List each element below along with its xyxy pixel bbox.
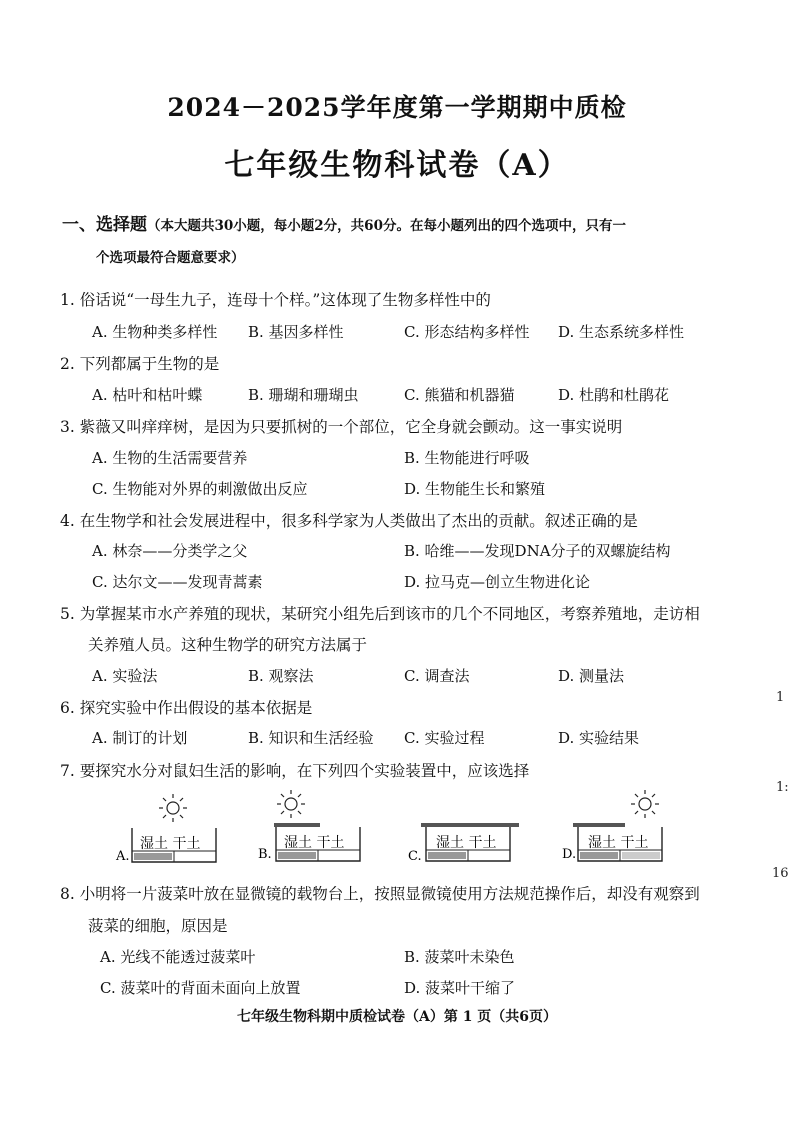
q7-figure-b <box>258 790 360 862</box>
question-7-stem: 7. 要探究水分对鼠妇生活的影响，在下列四个实验装置中，应该选择 <box>60 762 530 780</box>
q7-figure-c-label: C. <box>408 849 422 864</box>
q7-figure-d-label: D. <box>562 847 577 862</box>
section-title: 一、选择题 <box>62 215 147 235</box>
q5-option-d: D. 测量法 <box>558 667 625 685</box>
q5-option-a: A. 实验法 <box>92 667 158 685</box>
q7-figure-d <box>562 790 662 862</box>
q2-option-d: D. 杜鹃和杜鹃花 <box>558 386 670 404</box>
q7-figure-d-soil: 湿土 干土 <box>588 835 649 851</box>
sun-icon <box>277 790 305 818</box>
section-note-line2: 个选项最符合题意要求） <box>96 250 245 266</box>
q1-option-c: C. 形态结构多样性 <box>404 323 530 341</box>
q1-option-d: D. 生态系统多样性 <box>558 323 685 341</box>
section-note-line1: （本大题共30小题，每小题2分，共60分。在每小题列出的四个选项中，只有一 <box>147 218 626 234</box>
q1-option-a: A. 生物种类多样性 <box>92 323 218 341</box>
question-4-stem: 4. 在生物学和社会发展进程中，很多科学家为人类做出了杰出的贡献。叙述正确的是 <box>60 512 638 530</box>
section-heading <box>62 210 722 241</box>
edge-mark-1: 1 <box>776 690 785 705</box>
q2-option-c: C. 熊猫和机器猫 <box>404 386 515 404</box>
q7-figure-b-label: B. <box>258 847 272 862</box>
q3-option-d: D. 生物能生长和繁殖 <box>404 480 546 498</box>
q4-option-b: B. 哈维——发现DNA分子的双螺旋结构 <box>404 542 671 560</box>
exam-title: 2024－2025学年度第一学期期中质检 <box>167 93 627 122</box>
q8-option-b: B. 菠菜叶未染色 <box>404 948 515 966</box>
question-8-stem: 8. 小明将一片菠菜叶放在显微镜的载物台上，按照显微镜使用方法规范操作后，却没有观察到 <box>60 885 700 903</box>
q5-option-c: C. 调查法 <box>404 667 470 685</box>
q6-option-c: C. 实验过程 <box>404 729 485 747</box>
q6-option-b: B. 知识和生活经验 <box>248 729 374 747</box>
exam-subtitle: 七年级生物科试卷（A） <box>224 148 570 183</box>
q7-figure-b-soil: 湿土 干土 <box>284 835 345 851</box>
q4-option-a: A. 林奈——分类学之父 <box>92 542 248 560</box>
question-5-stem-cont: 关养殖人员。这种生物学的研究方法属于 <box>88 636 368 654</box>
q7-apparatus-figures <box>0 788 794 868</box>
q7-figure-c <box>408 823 519 864</box>
q3-option-a: A. 生物的生活需要营养 <box>92 449 248 467</box>
q5-option-b: B. 观察法 <box>248 667 314 685</box>
q2-option-b: B. 珊瑚和珊瑚虫 <box>248 386 359 404</box>
q8-option-c: C. 菠菜叶的背面未面向上放置 <box>100 979 301 997</box>
page-footer: 七年级生物科期中质检试卷（A）第 1 页（共6页） <box>236 1009 558 1025</box>
sun-icon <box>159 794 187 822</box>
sun-icon <box>631 790 659 818</box>
q6-option-d: D. 实验结果 <box>558 729 640 747</box>
q6-option-a: A. 制订的计划 <box>92 729 188 747</box>
q8-option-a: A. 光线不能透过菠菜叶 <box>100 948 256 966</box>
question-2-stem: 2. 下列都属于生物的是 <box>60 355 220 373</box>
question-1-stem: 1. 俗话说“一母生九子，连母十个样。”这体现了生物多样性中的 <box>60 291 491 309</box>
q4-option-d: D. 拉马克—创立生物进化论 <box>404 573 591 591</box>
q2-option-a: A. 枯叶和枯叶蝶 <box>92 386 203 404</box>
q7-figure-a <box>115 794 216 864</box>
question-6-stem: 6. 探究实验中作出假设的基本依据是 <box>60 699 313 717</box>
q7-figure-a-label: A. <box>116 849 130 864</box>
edge-mark-2: 1: <box>776 780 789 795</box>
edge-mark-3: 16 <box>772 866 789 881</box>
q7-figure-a-soil: 湿土 干土 <box>140 836 201 852</box>
q3-option-c: C. 生物能对外界的刺激做出反应 <box>92 480 308 498</box>
section-note-line2-wrap <box>96 242 756 273</box>
question-8-stem-cont: 菠菜的细胞，原因是 <box>88 917 228 935</box>
q4-option-c: C. 达尔文——发现青蒿素 <box>92 573 263 591</box>
q1-option-b: B. 基因多样性 <box>248 323 344 341</box>
q8-option-d: D. 菠菜叶干缩了 <box>404 979 516 997</box>
question-5-stem: 5. 为掌握某市水产养殖的现状，某研究小组先后到该市的几个不同地区，考察养殖地，走访相 <box>60 605 700 623</box>
question-3-stem: 3. 紫薇又叫痒痒树，是因为只要抓树的一个部位，它全身就会颤动。这一事实说明 <box>60 418 623 436</box>
q7-figure-c-soil: 湿土 干土 <box>436 835 497 851</box>
q3-option-b: B. 生物能进行呼吸 <box>404 449 530 467</box>
